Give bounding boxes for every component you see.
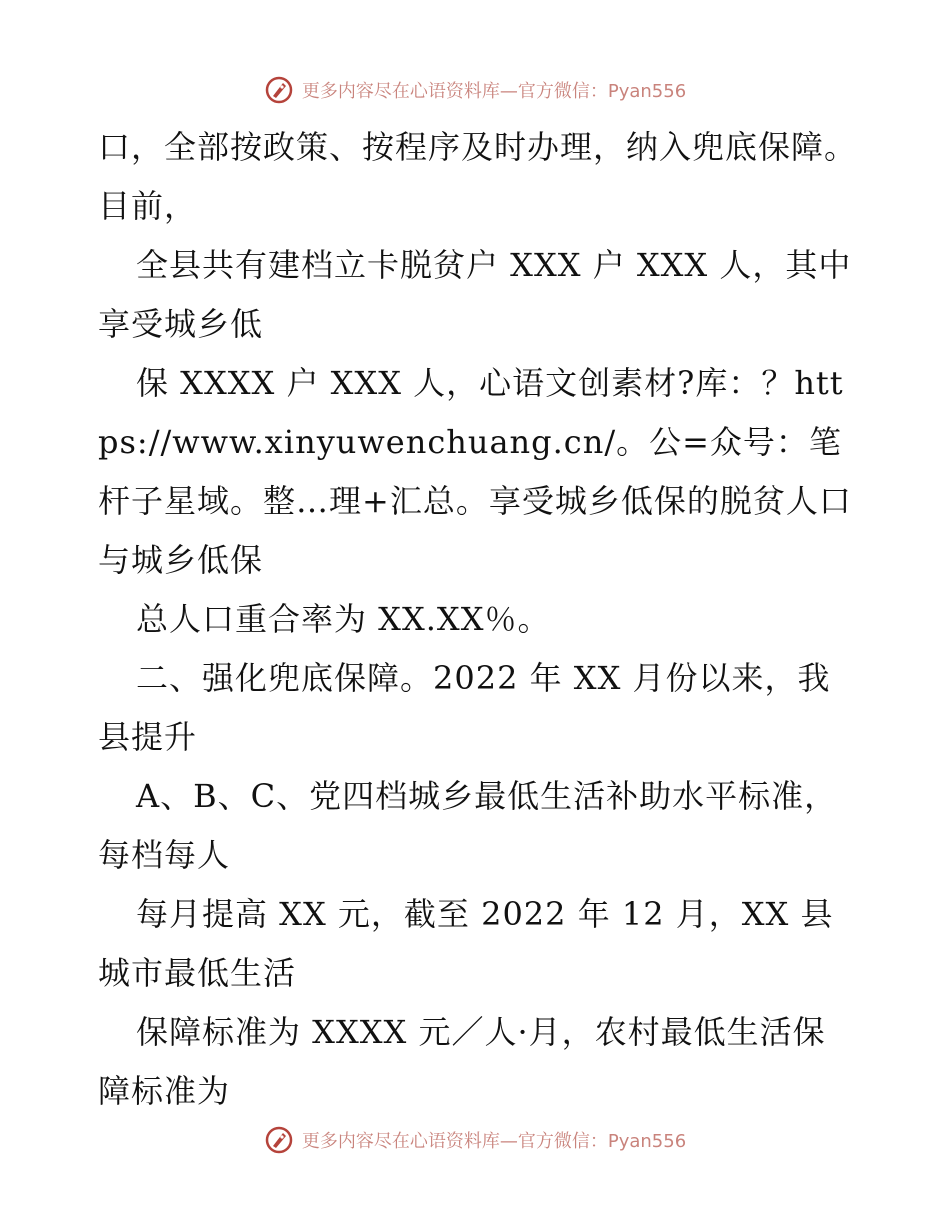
pen-nib-logo-icon — [264, 1125, 294, 1155]
footer-watermark — [0, 1120, 950, 1160]
footer-watermark-text: 更多内容尽在心语资料库—官方微信：Pyan556 — [301, 1131, 687, 1152]
paragraph-7: 每月提高 XX 元，截至 2022 年 12 月，XX 县城市最低生活 — [98, 895, 834, 992]
paragraph-4: 总人口重合率为 XX.XX％。 — [136, 600, 551, 638]
paragraph-2: 全县共有建档立卡脱贫户 XXX 户 XXX 人，其中享受城乡低 — [98, 246, 852, 343]
header-watermark-text: 更多内容尽在心语资料库—官方微信：Pyan556 — [301, 81, 687, 102]
paragraph-1: 口，全部按政策、按程序及时办理，纳入兜底保障。目前， — [98, 128, 858, 225]
header-watermark — [0, 70, 950, 110]
paragraph-6: A、B、C、党四档城乡最低生活补助水平标准，每档每人 — [98, 777, 838, 874]
paragraph-8: 保障标准为 XXXX 元／人·月，农村最低生活保障标准为 — [98, 1013, 826, 1110]
paragraph-5: 二、强化兜底保障。2022 年 XX 月份以来，我县提升 — [98, 659, 831, 756]
paragraph-3: 保 XXXX 户 XXX 人，心语文创素材?库：？https://www.xinyuwenchuang.cn/。公=众号：笔杆子星域。整…理+汇总。享受城乡低保的脱贫人口与城乡低保 — [98, 364, 852, 579]
document-body — [98, 118, 858, 1121]
pen-nib-logo-icon — [264, 75, 294, 105]
